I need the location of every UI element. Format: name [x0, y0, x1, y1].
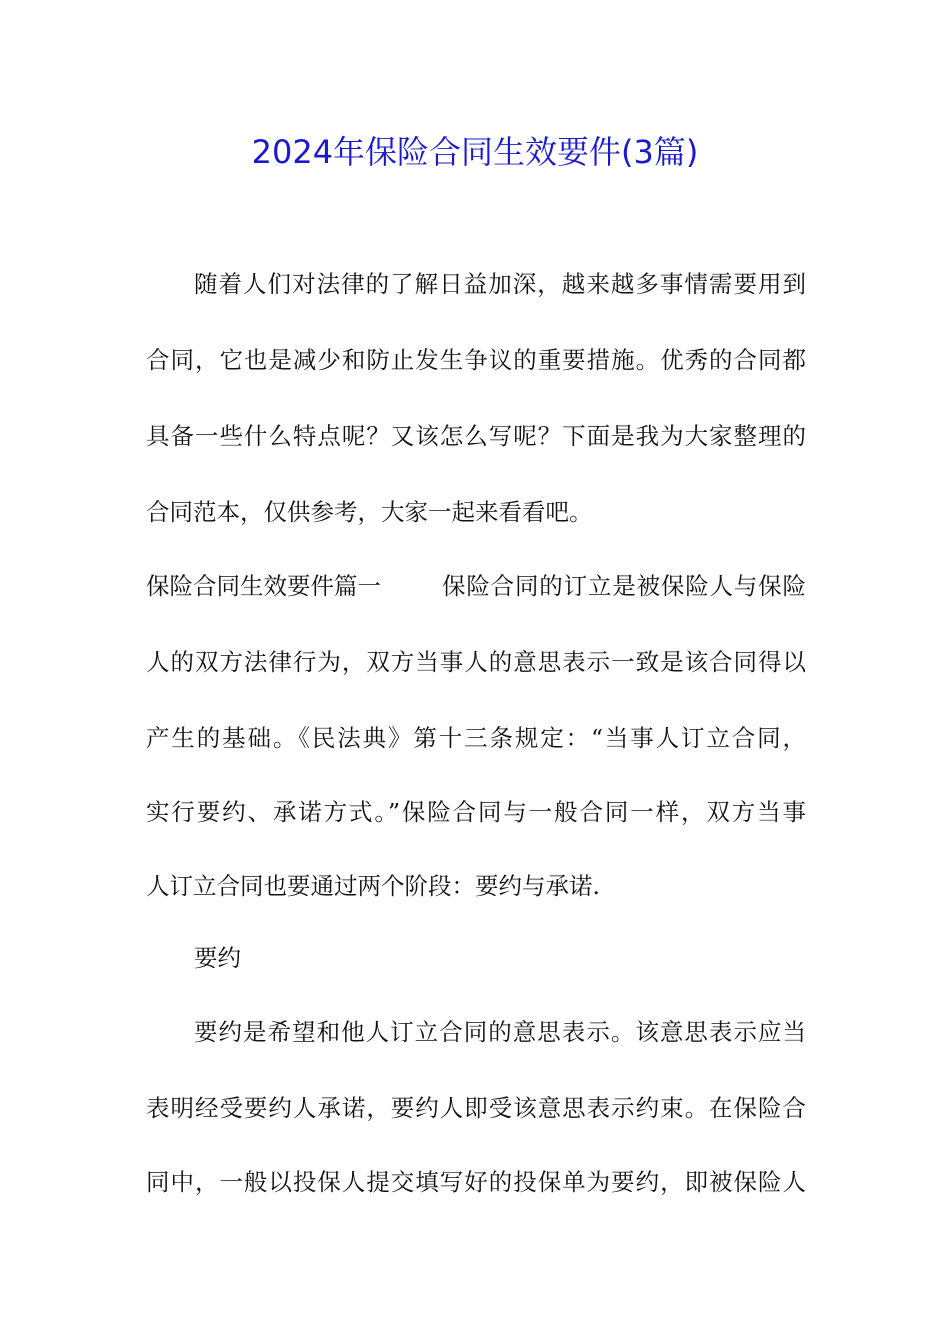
section1-line-3: 产生的基础。《民法典》第十三条规定：“当事人订立合同，: [146, 724, 806, 752]
page-title: 2024年保险合同生效要件(3篇): [251, 133, 699, 171]
intro-line-2: 合同，它也是减少和防止发生争议的重要措施。优秀的合同都: [146, 346, 806, 374]
offer-line-1: 要约是希望和他人订立合同的意思表示。该意思表示应当: [194, 1018, 806, 1046]
subheading-offer: 要约: [194, 944, 241, 972]
intro-line-3: 具备一些什么特点呢？又该怎么写呢？下面是我为大家整理的: [146, 422, 806, 450]
section1-heading: 保险合同生效要件篇一: [146, 572, 381, 600]
intro-line-1: 随着人们对法律的了解日益加深，越来越多事情需要用到: [194, 270, 806, 298]
section1-line-2: 人的双方法律行为，双方当事人的意思表示一致是该合同得以: [146, 648, 806, 676]
section1-first-line: [146, 566, 806, 606]
section1-first-line-text: 保险合同的订立是被保险人与保险: [442, 572, 806, 600]
offer-line-2: 表明经受要约人承诺，要约人即受该意思表示约束。在保险合: [146, 1094, 806, 1122]
section1-line-4: 实行要约、承诺方式。”保险合同与一般合同一样，双方当事: [146, 798, 806, 826]
section1-line-5: 人订立合同也要通过两个阶段：要约与承诺.: [146, 872, 600, 900]
intro-line-4: 合同范本，仅供参考，大家一起来看看吧。: [146, 498, 593, 526]
offer-line-3: 同中，一般以投保人提交填写好的投保单为要约，即被保险人: [146, 1168, 806, 1196]
